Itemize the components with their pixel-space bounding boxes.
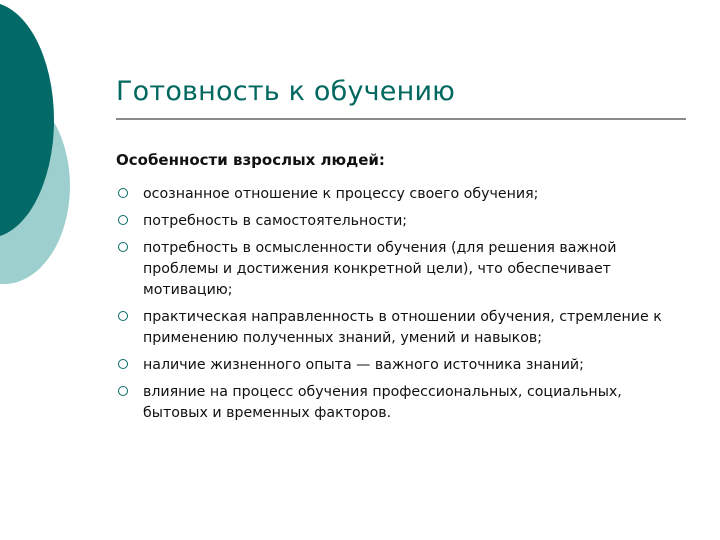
bullet-text: осознанное отношение к процессу своего обучения; xyxy=(143,186,539,202)
bullet-item xyxy=(116,382,691,424)
bullet-item xyxy=(116,238,691,301)
hollow-circle-bullet-icon xyxy=(118,386,128,396)
bullet-text: наличие жизненного опыта — важного источника знаний; xyxy=(143,357,584,373)
hollow-circle-bullet-icon xyxy=(118,242,128,252)
bullet-item xyxy=(116,184,691,205)
bullet-item xyxy=(116,355,691,376)
slide-title: Готовность к обучению xyxy=(116,76,456,107)
hollow-circle-bullet-icon xyxy=(118,359,128,369)
bullet-list xyxy=(116,184,691,430)
bullet-item xyxy=(116,211,691,232)
bullet-text: влияние на процесс обучения профессиональных, социальных, бытовых и временных факторов. xyxy=(143,384,622,421)
bullet-text: потребность в самостоятельности; xyxy=(143,213,408,229)
bullet-item xyxy=(116,307,691,349)
hollow-circle-bullet-icon xyxy=(118,311,128,321)
title-divider xyxy=(116,118,686,120)
slide-subtitle: Особенности взрослых людей: xyxy=(116,151,385,169)
bullet-text: практическая направленность в отношении обучения, стремление к применению полученных знаний, умений и навыков; xyxy=(143,309,662,346)
hollow-circle-bullet-icon xyxy=(118,188,128,198)
bullet-text: потребность в осмысленности обучения (для решения важной проблемы и достижения конкретной цели), что обеспечивает мотивацию; xyxy=(143,240,617,298)
hollow-circle-bullet-icon xyxy=(118,215,128,225)
